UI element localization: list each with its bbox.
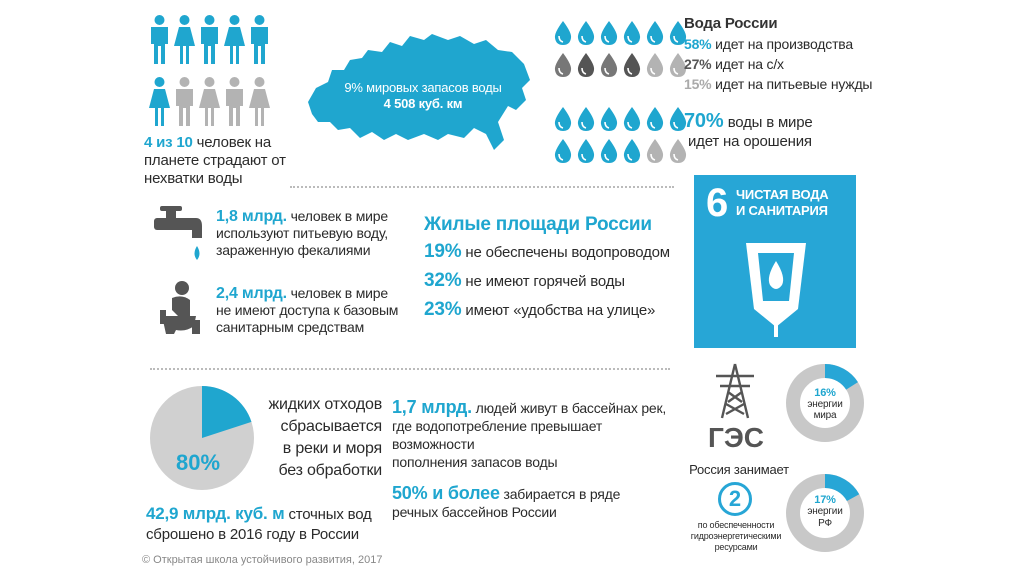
irrigation-drop-icon: [553, 138, 573, 164]
people-stat-line1: человек на: [196, 134, 272, 151]
housing-block: [424, 212, 694, 325]
housing-item-2: 23% имеют «удобства на улице»: [424, 299, 656, 320]
footer-copyright: © Открытая школа устойчивого развития, 2017: [142, 554, 383, 566]
divider-top: [290, 186, 674, 188]
woman-icon: [173, 14, 196, 66]
water-russia-title: Вода России: [684, 15, 778, 32]
basins-value: 1,7 млрд.: [392, 397, 472, 417]
irrigation-pct: 70%: [684, 110, 724, 132]
production-drop-icon: [576, 20, 596, 46]
basins-text: 1,7 млрд. людей живут в бассейнах рек, где водопотребление превышает возможности пополнения запасов воды: [392, 397, 667, 470]
donut-world-label: 16% энергии мира: [807, 387, 843, 421]
people-stat-line3: нехватки воды: [144, 170, 243, 187]
drinking-text: [216, 208, 416, 259]
sanitation-value: 2,4 млрд.: [216, 285, 287, 302]
water-russia-item-1: 27% идет на с/х: [684, 56, 784, 72]
sanitation-text: [216, 285, 416, 336]
donut-rf-label: 17% энергии РФ: [807, 494, 843, 529]
waste-volume-line2: сброшено в 2016 году в России: [146, 526, 359, 543]
drinking-line2: используют питьевую воду,: [216, 225, 388, 241]
woman-icon: [198, 76, 221, 128]
usage-drop-icon: [553, 52, 573, 78]
drinking-value: 1,8 млрд.: [216, 208, 287, 225]
woman-icon: [248, 76, 271, 128]
faucet-icon: [150, 204, 206, 268]
water-usage-drops: [553, 20, 688, 78]
irrigation-drop-icon: [599, 138, 619, 164]
water-russia-block: [684, 14, 884, 94]
people-grid: [148, 14, 273, 138]
waste-text: жидких отходов сбрасывается в реки и моря без обработки: [268, 396, 382, 479]
people-stat-highlight: 4 из 10: [144, 134, 193, 151]
irrigation-drops: [553, 106, 688, 164]
housing-title: Жилые площади России: [424, 214, 652, 235]
woman-icon: [148, 76, 171, 128]
irrigation-drop-icon: [622, 106, 642, 132]
usage-drop-icon: [622, 52, 642, 78]
sanitation-line3: санитарным средствам: [216, 319, 365, 335]
irrigation-drop-icon: [622, 138, 642, 164]
hydro-rank-caption: по обеспеченности гидроэнергетическими ресурсами: [690, 520, 782, 552]
drinking-line1: человек в мире: [290, 208, 388, 224]
usage-drop-icon: [645, 52, 665, 78]
woman-icon: [223, 14, 246, 66]
drinking-line3: зараженную фекалиями: [216, 242, 371, 258]
waste-pie-label: 80%: [176, 450, 221, 475]
basins-value2: 50% и более: [392, 483, 500, 503]
hydro-rank-text: Россия занимает: [689, 462, 789, 477]
usage-drop-icon: [576, 52, 596, 78]
housing-item-0: 19% не обеспечены водопроводом: [424, 241, 670, 262]
production-drop-icon: [622, 20, 642, 46]
hydro-rank-badge: 2: [718, 482, 752, 516]
housing-item-1: 32% не имеют горячей воды: [424, 270, 625, 291]
man-icon: [148, 14, 171, 66]
russia-map-line2: 4 508 куб. км: [383, 96, 463, 111]
man-icon: [248, 14, 271, 66]
production-drop-icon: [599, 20, 619, 46]
basins-text-2: 50% и более забирается в ряде речных бассейнов России: [392, 483, 621, 520]
irrigation-line2: идет на орошения: [688, 133, 812, 150]
russia-map-line1: 9% мировых запасов воды: [344, 80, 502, 95]
divider-middle: [150, 368, 670, 370]
production-drop-icon: [645, 20, 665, 46]
sanitation-line2: не имеют доступа к базовым: [216, 302, 399, 318]
toilet-person-icon: [156, 280, 206, 336]
waste-volume-value: 42,9 млрд. куб. м: [146, 504, 285, 523]
production-drop-icon: [553, 20, 573, 46]
waste-volume: 42,9 млрд. куб. м сточных вод сброшено в 2016 году в России: [146, 504, 406, 545]
power-tower-icon: [712, 362, 758, 420]
sdg6-title: ЧИСТАЯ ВОДА И САНИТАРИЯ: [736, 187, 829, 218]
russia-map-label: [318, 80, 528, 112]
sdg6-card: [694, 175, 856, 348]
sdg6-number: 6: [706, 181, 729, 225]
man-icon: [198, 14, 221, 66]
usage-drop-icon: [599, 52, 619, 78]
hydro-label: ГЭС: [708, 422, 765, 453]
irrigation-drop-icon: [599, 106, 619, 132]
people-stat-line2: планете страдают от: [144, 152, 286, 169]
water-russia-item-0: 58% идет на производства: [684, 36, 853, 52]
irrigation-drop-icon: [553, 106, 573, 132]
irrigation-drop-icon: [645, 106, 665, 132]
irrigation-drop-icon: [576, 106, 596, 132]
people-stat-text: [144, 134, 294, 188]
glass-water-icon: [744, 239, 808, 339]
water-russia-item-2: 15% идет на питьевые нужды: [684, 76, 873, 92]
man-icon: [173, 76, 196, 128]
irrigation-line1: воды в мире: [727, 114, 813, 131]
irrigation-drop-icon: [576, 138, 596, 164]
irrigation-text: [684, 110, 884, 151]
irrigation-drop-icon: [645, 138, 665, 164]
sanitation-line1: человек в мире: [290, 285, 388, 301]
man-icon: [223, 76, 246, 128]
